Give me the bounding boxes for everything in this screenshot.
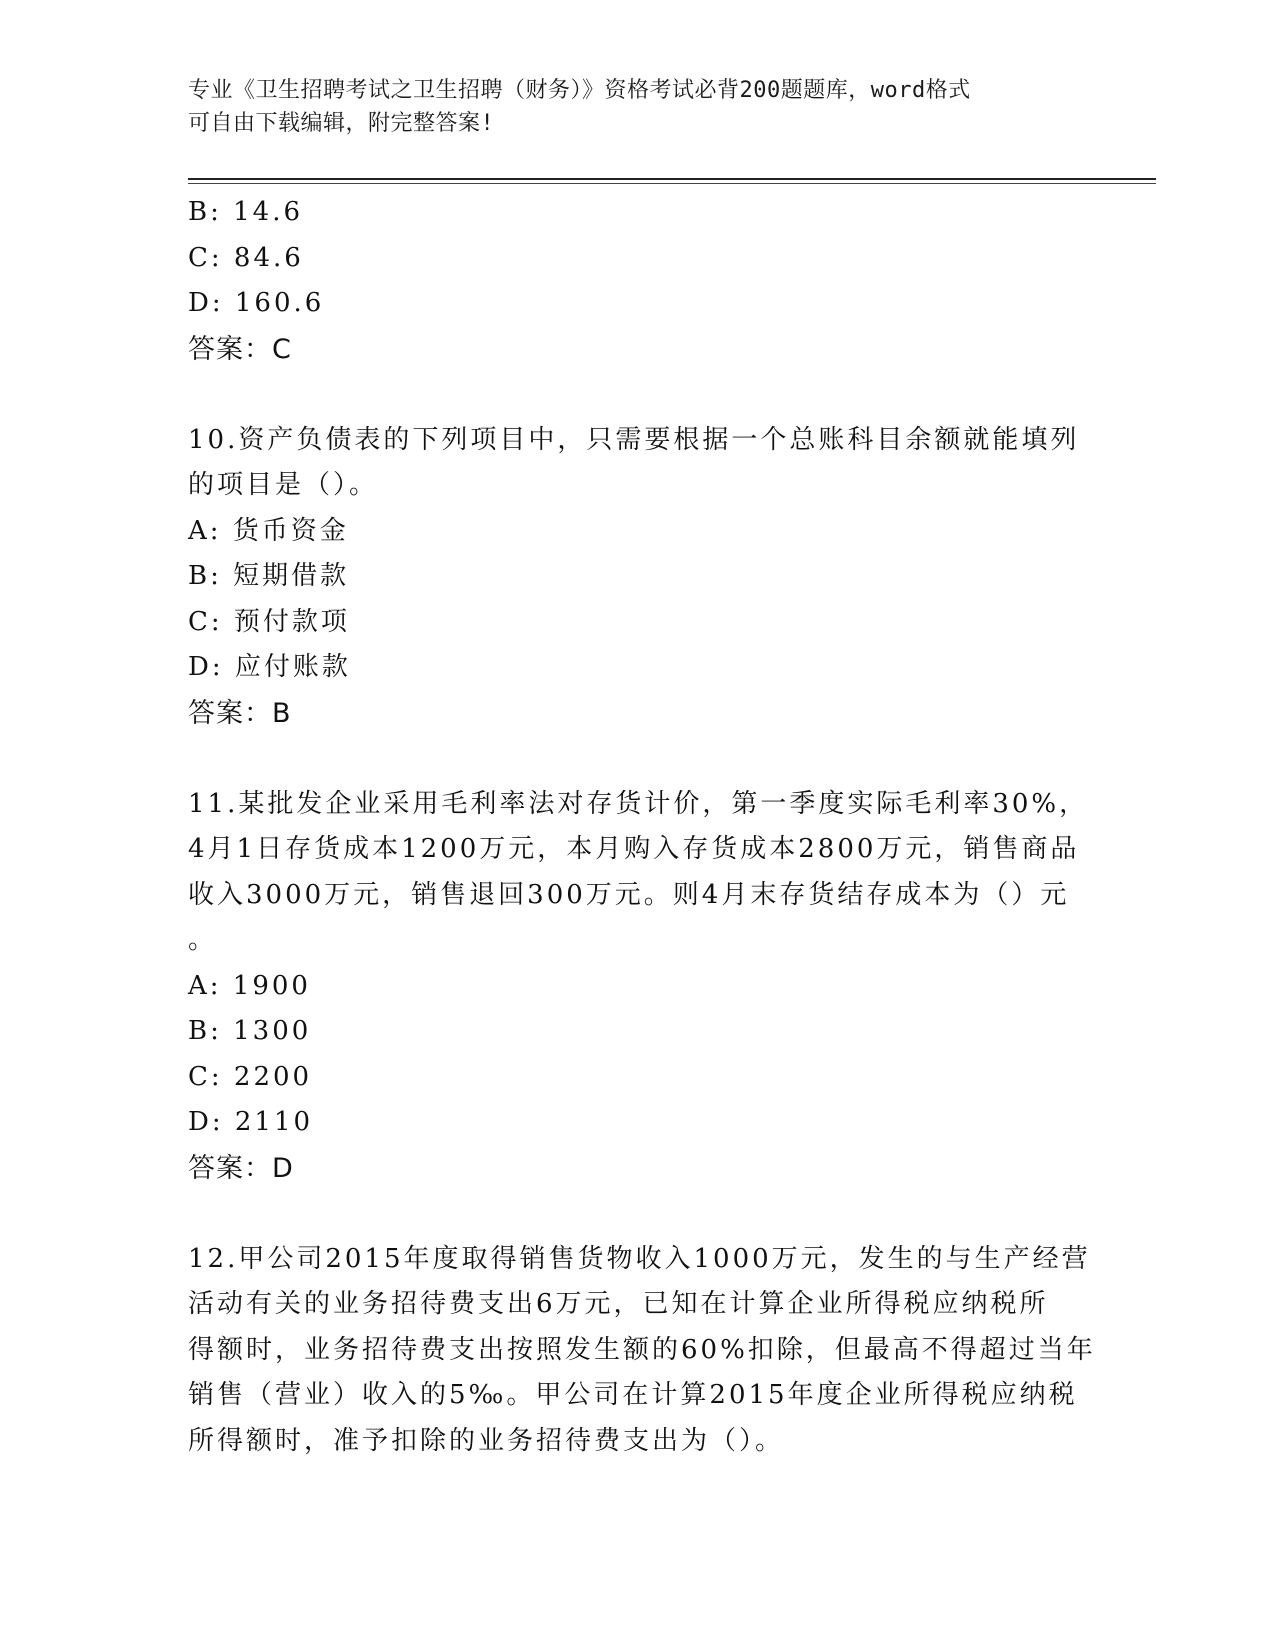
option-b: B: 1300 bbox=[188, 1016, 312, 1046]
spacer bbox=[188, 372, 1088, 418]
question-stem-line: 收入3000万元，销售退回300万元。则4月末存货结存成本为（）元 bbox=[188, 879, 1070, 910]
answer-line: 答案：C bbox=[188, 333, 292, 365]
option-b: B: 14.6 bbox=[188, 197, 304, 227]
option-d: D: 160.6 bbox=[188, 288, 325, 318]
question-stem-line: 销售（营业）收入的5‰。甲公司在计算2015年度企业所得税应纳税 bbox=[188, 1380, 1078, 1410]
option-b: B: 短期借款 bbox=[188, 561, 350, 591]
header-rule bbox=[188, 178, 1156, 180]
option-c: C: 预付款项 bbox=[188, 606, 350, 637]
spacer bbox=[188, 1191, 1088, 1237]
document-body bbox=[188, 190, 1096, 1464]
question-stem-line: 10.资产负债表的下列项目中，只需要根据一个总账科目余额就能填列 bbox=[188, 424, 1080, 455]
question-12 bbox=[188, 1237, 1096, 1465]
header-line: 专业《卫生招聘考试之卫生招聘（财务）》资格考试必背200题题库，word格式 bbox=[188, 78, 971, 103]
question-stem-line: 所得额时，准予扣除的业务招待费支出为（）。 bbox=[188, 1425, 785, 1456]
question-stem-line: 得额时，业务招待费支出按照发生额的60%扣除，但最高不得超过当年 bbox=[188, 1334, 1096, 1365]
question-stem-line: 的项目是（）。 bbox=[188, 470, 379, 500]
question-stem-line: 12.甲公司2015年度取得销售货物收入1000万元，发生的与生产经营 bbox=[188, 1243, 1091, 1274]
question-stem-line: 4月1日存货成本1200万元，本月购入存货成本2800万元，销售商品 bbox=[188, 834, 1080, 864]
option-c: C: 2200 bbox=[188, 1061, 313, 1092]
question-block-previous bbox=[188, 190, 1088, 372]
question-11 bbox=[188, 782, 1088, 1192]
option-a: A: 货币资金 bbox=[188, 515, 349, 546]
option-a: A: 1900 bbox=[188, 970, 311, 1001]
question-stem-line: 活动有关的业务招待费支出6万元，已知在计算企业所得税应纳税所 bbox=[188, 1289, 1049, 1319]
option-d: D: 2110 bbox=[188, 1107, 314, 1137]
answer-line: 答案：D bbox=[188, 1152, 294, 1184]
question-10 bbox=[188, 418, 1088, 737]
option-d: D: 应付账款 bbox=[188, 652, 351, 682]
question-stem-line: 。 bbox=[188, 925, 218, 955]
header-line: 可自由下载编辑，附完整答案! bbox=[188, 111, 495, 136]
option-c: C: 84.6 bbox=[188, 242, 304, 273]
answer-line: 答案：B bbox=[188, 697, 292, 729]
spacer bbox=[188, 736, 1088, 782]
header-rule bbox=[188, 183, 1156, 184]
page-header bbox=[188, 74, 1068, 140]
question-stem-line: 11.某批发企业采用毛利率法对存货计价，第一季度实际毛利率30%， bbox=[188, 788, 1089, 819]
